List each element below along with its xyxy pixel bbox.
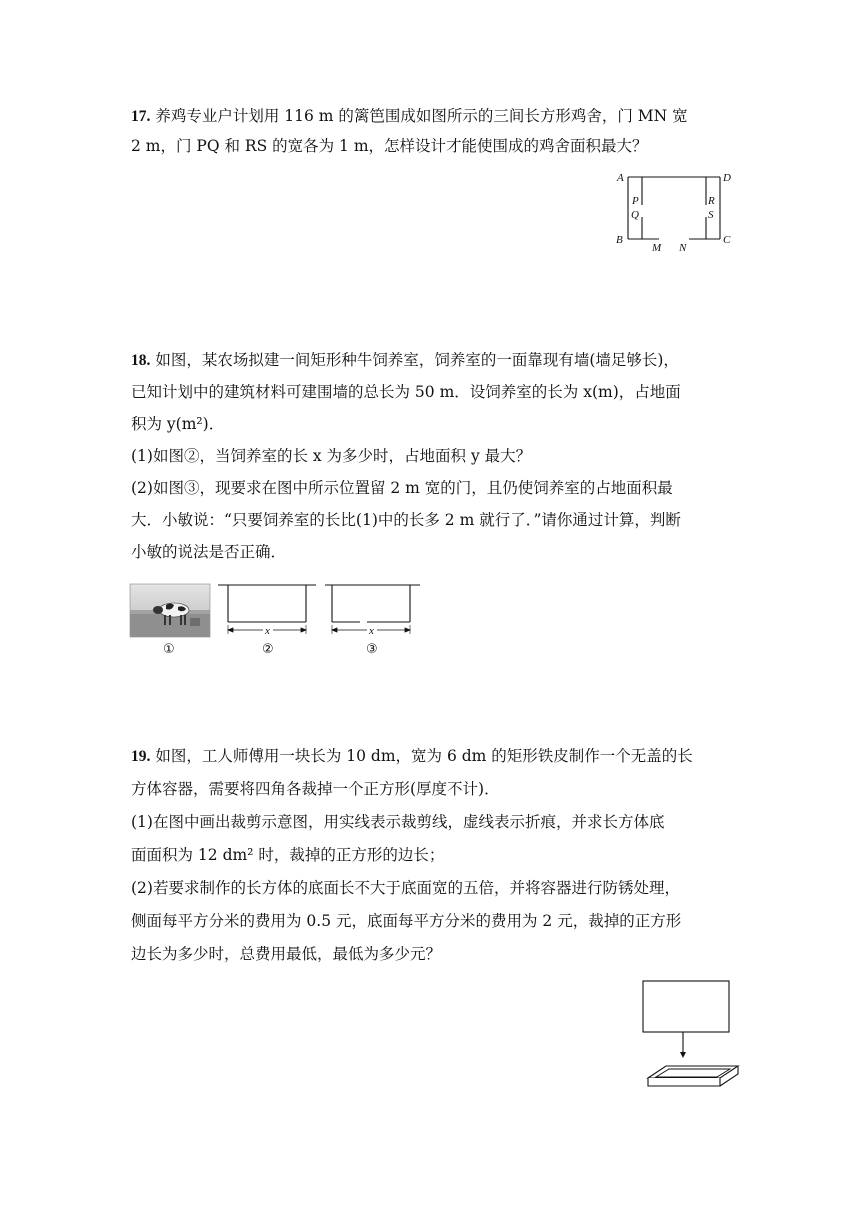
label-N: N bbox=[679, 242, 687, 254]
iron-sheet bbox=[643, 981, 729, 1032]
q18-number: 18. bbox=[131, 352, 151, 369]
label-D: D bbox=[723, 172, 731, 184]
q19-part2a: (2)若要求制作的长方体的底面长不大于底面宽的五倍，并将容器进行防锈处理， bbox=[131, 879, 680, 897]
label-M: M bbox=[652, 242, 662, 254]
fig2-caption: ② bbox=[262, 642, 274, 657]
label-B: B bbox=[616, 234, 623, 246]
fig1-caption: ① bbox=[163, 642, 175, 657]
q18-part1: (1)如图②，当饲养室的长 x 为多少时，占地面积 y 最大？ bbox=[131, 447, 532, 465]
label-S: S bbox=[708, 209, 714, 221]
q18-photo-figure bbox=[130, 584, 210, 637]
q19-line2: 方体容器，需要将四角各裁掉一个正方形(厚度不计)． bbox=[131, 780, 500, 798]
q19-part2b: 侧面每平方分米的费用为 0.5 元，底面每平方分米的费用为 2 元，裁掉的正方形 bbox=[131, 912, 682, 930]
q17-figure bbox=[612, 170, 737, 255]
q19-part1a: (1)在图中画出裁剪示意图，用实线表示裁剪线，虚线表示折痕，并求长方体底 bbox=[131, 813, 665, 831]
q17-line2: 2 m，门 PQ 和 RS 的宽各为 1 m，怎样设计才能使围成的鸡舍面积最大？ bbox=[131, 137, 648, 155]
q18-line3: 积为 y(m²)． bbox=[131, 415, 225, 433]
arrow-down-icon bbox=[680, 1052, 686, 1058]
label-P: P bbox=[632, 195, 639, 207]
q18-part2b: 大．小敏说：“只要饲养室的长比(1)中的长多 2 m 就行了．”请你通过计算，判断 bbox=[131, 511, 681, 529]
q19-part1b: 面面积为 12 dm² 时，裁掉的正方形的边长； bbox=[131, 846, 445, 864]
label-Q: Q bbox=[631, 209, 639, 221]
q19-line1: 19. 如图，工人师傅用一块长为 10 dm，宽为 6 dm 的矩形铁皮制作一个无盖的长 bbox=[131, 747, 693, 765]
fig2-x-label: x bbox=[265, 625, 270, 637]
q18-line2: 已知计划中的建筑材料可建围墙的总长为 50 m．设饲养室的长为 x(m)，占地面 bbox=[131, 383, 681, 401]
label-A: A bbox=[617, 172, 624, 184]
q17-number: 17. bbox=[131, 108, 151, 125]
q18-part2a: (2)如图③，现要求在图中所示位置留 2 m 宽的门，且仍使饲养室的占地面积最 bbox=[131, 479, 673, 497]
fig3-x-label: x bbox=[369, 625, 374, 637]
label-C: C bbox=[723, 234, 731, 246]
fig3-caption: ③ bbox=[366, 642, 378, 657]
q17-line1: 17. 养鸡专业户计划用 116 m 的篱笆围成如图所示的三间长方形鸡舍，门 MN 宽 bbox=[131, 107, 688, 125]
q18-figure-3 bbox=[322, 578, 422, 638]
q19-number: 19. bbox=[131, 748, 151, 765]
q19-figure bbox=[640, 978, 740, 1098]
label-R: R bbox=[708, 195, 715, 207]
q18-part2c: 小敏的说法是否正确． bbox=[131, 543, 287, 561]
open-box bbox=[648, 1066, 738, 1086]
q18-line1: 18. 如图，某农场拟建一间矩形种牛饲养室，饲养室的一面靠现有墙(墙足够长)， bbox=[131, 351, 679, 369]
q18-figure-2 bbox=[218, 578, 318, 638]
q19-part2c: 边长为多少时，总费用最低，最低为多少元？ bbox=[131, 945, 442, 963]
